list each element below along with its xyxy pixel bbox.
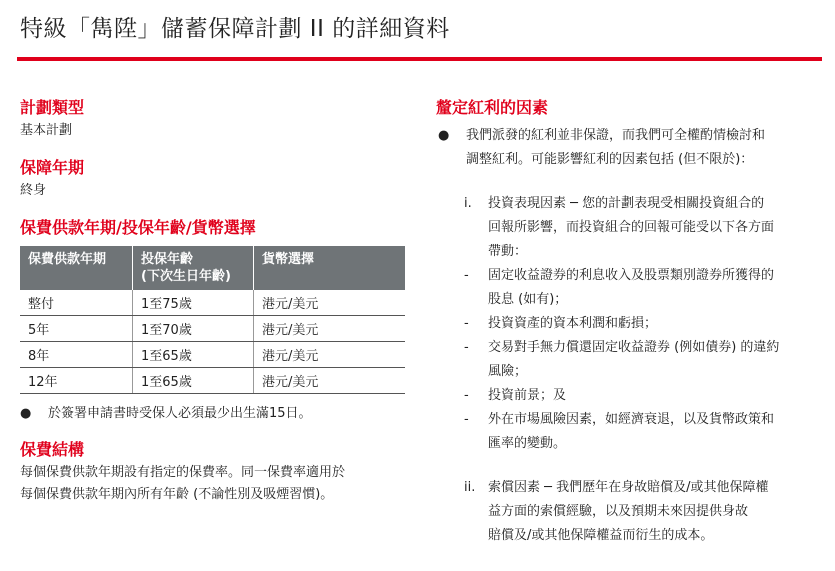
- dash-marker: -: [464, 316, 469, 331]
- coverage-heading: 保障年期: [20, 158, 85, 177]
- cell-currency: 港元/美元: [254, 316, 406, 342]
- bonus-intro-line1: 我們派發的紅利並非保證，而我們可全權酌情檢討和: [466, 128, 766, 143]
- coverage-text: 終身: [20, 183, 47, 198]
- cell-age: 1至65歲: [133, 368, 254, 394]
- investment-factor-item: [436, 264, 821, 312]
- age-note: [20, 404, 415, 424]
- item-line: 投資資產的資本利潤和虧損；: [488, 316, 658, 331]
- header-entry-age-line: 投保年齡: [141, 252, 194, 267]
- investment-factor-item: [436, 312, 821, 336]
- dash-marker: -: [464, 268, 469, 283]
- factor-ii-line: 賠償及/或其他保障權益而衍生的成本。: [488, 528, 714, 543]
- factor-ii-line: 益方面的索償經驗，以及預期未來因提供身故: [488, 504, 749, 519]
- options-table: [20, 246, 405, 394]
- cell-age: 1至70歲: [133, 316, 254, 342]
- page-title: 特級「雋陞」儲蓄保障計劃 II 的詳細資料: [20, 16, 450, 42]
- plan-type-text: 基本計劃: [20, 123, 73, 138]
- cell-term: 12年: [20, 368, 133, 394]
- cell-term: 5年: [20, 316, 133, 342]
- premium-structure-heading: 保費結構: [20, 440, 85, 459]
- dash-marker: -: [464, 340, 469, 355]
- header-premium-term: 保費供款年期: [20, 246, 133, 290]
- factor-i-number: i.: [464, 196, 472, 211]
- item-line: 固定收益證券的利息收入及股票類別證券所獲得的: [488, 268, 775, 283]
- header-entry-age: [133, 246, 254, 290]
- table-header-row: [20, 246, 405, 290]
- factor-i-line: 回報所影響，而投資組合的回報可能受以下各方面: [488, 220, 775, 235]
- premium-structure-text-line2: 每個保費供款年期內所有年齡 (不論性別及吸煙習慣)。: [20, 487, 334, 502]
- item-line: 匯率的變動。: [488, 436, 567, 451]
- premium-structure-text-line1: 每個保費供款年期設有指定的保費率。同一保費率適用於: [20, 465, 346, 480]
- right-column: [436, 96, 821, 548]
- cell-age: 1至75歲: [133, 290, 254, 316]
- item-line: 交易對手無力償還固定收益證券 (例如債券) 的違約: [488, 340, 780, 355]
- cell-term: 8年: [20, 342, 133, 368]
- investment-factor-item: [436, 408, 821, 456]
- cell-age: 1至65歲: [133, 342, 254, 368]
- dash-marker: -: [464, 412, 469, 427]
- table-row: [20, 368, 405, 394]
- options-heading: 保費供款年期/投保年齡/貨幣選擇: [20, 218, 256, 237]
- title-divider: [17, 57, 822, 61]
- plan-type-heading: 計劃類型: [20, 98, 85, 117]
- factor-ii-number: ii.: [464, 480, 476, 495]
- cell-currency: 港元/美元: [254, 290, 406, 316]
- table-row: [20, 316, 405, 342]
- factor-ii: [436, 476, 821, 548]
- header-currency: 貨幣選擇: [254, 246, 406, 290]
- investment-factor-item: [436, 384, 821, 408]
- bullet-icon: ●: [438, 128, 450, 143]
- factor-ii-line: 索償因素 ─ 我們歷年在身故賠償及/或其他保障權: [488, 480, 769, 495]
- premium-structure-section: [20, 438, 415, 506]
- options-section: [20, 216, 415, 424]
- investment-factor-item: [436, 336, 821, 384]
- bonus-factors-heading: 釐定紅利的因素: [436, 98, 549, 117]
- item-line: 外在市場風險因素，如經濟衰退，以及貨幣政策和: [488, 412, 775, 427]
- cell-currency: 港元/美元: [254, 368, 406, 394]
- dash-marker: -: [464, 388, 469, 403]
- item-line: 風險；: [488, 364, 528, 379]
- bullet-icon: ●: [20, 406, 32, 421]
- cell-term: 整付: [20, 290, 133, 316]
- item-line: 股息 (如有)；: [488, 292, 568, 307]
- factor-i-line: 帶動：: [488, 244, 528, 259]
- left-column: [20, 96, 415, 520]
- bonus-intro: [436, 124, 821, 172]
- factor-i-line: 投資表現因素 ─ 您的計劃表現受相關投資組合的: [488, 196, 765, 211]
- table-row: [20, 290, 405, 316]
- plan-type-section: [20, 96, 415, 142]
- table-row: [20, 342, 405, 368]
- item-line: 投資前景；及: [488, 388, 567, 403]
- coverage-section: [20, 156, 415, 202]
- cell-currency: 港元/美元: [254, 342, 406, 368]
- header-entry-age-line: (下次生日年齡): [141, 269, 231, 284]
- factor-i: [436, 192, 821, 264]
- bonus-intro-line2: 調整紅利。可能影響紅利的因素包括 (但不限於)：: [466, 152, 754, 167]
- age-note-text: 於簽署申請書時受保人必須最少出生滿15日。: [48, 406, 312, 421]
